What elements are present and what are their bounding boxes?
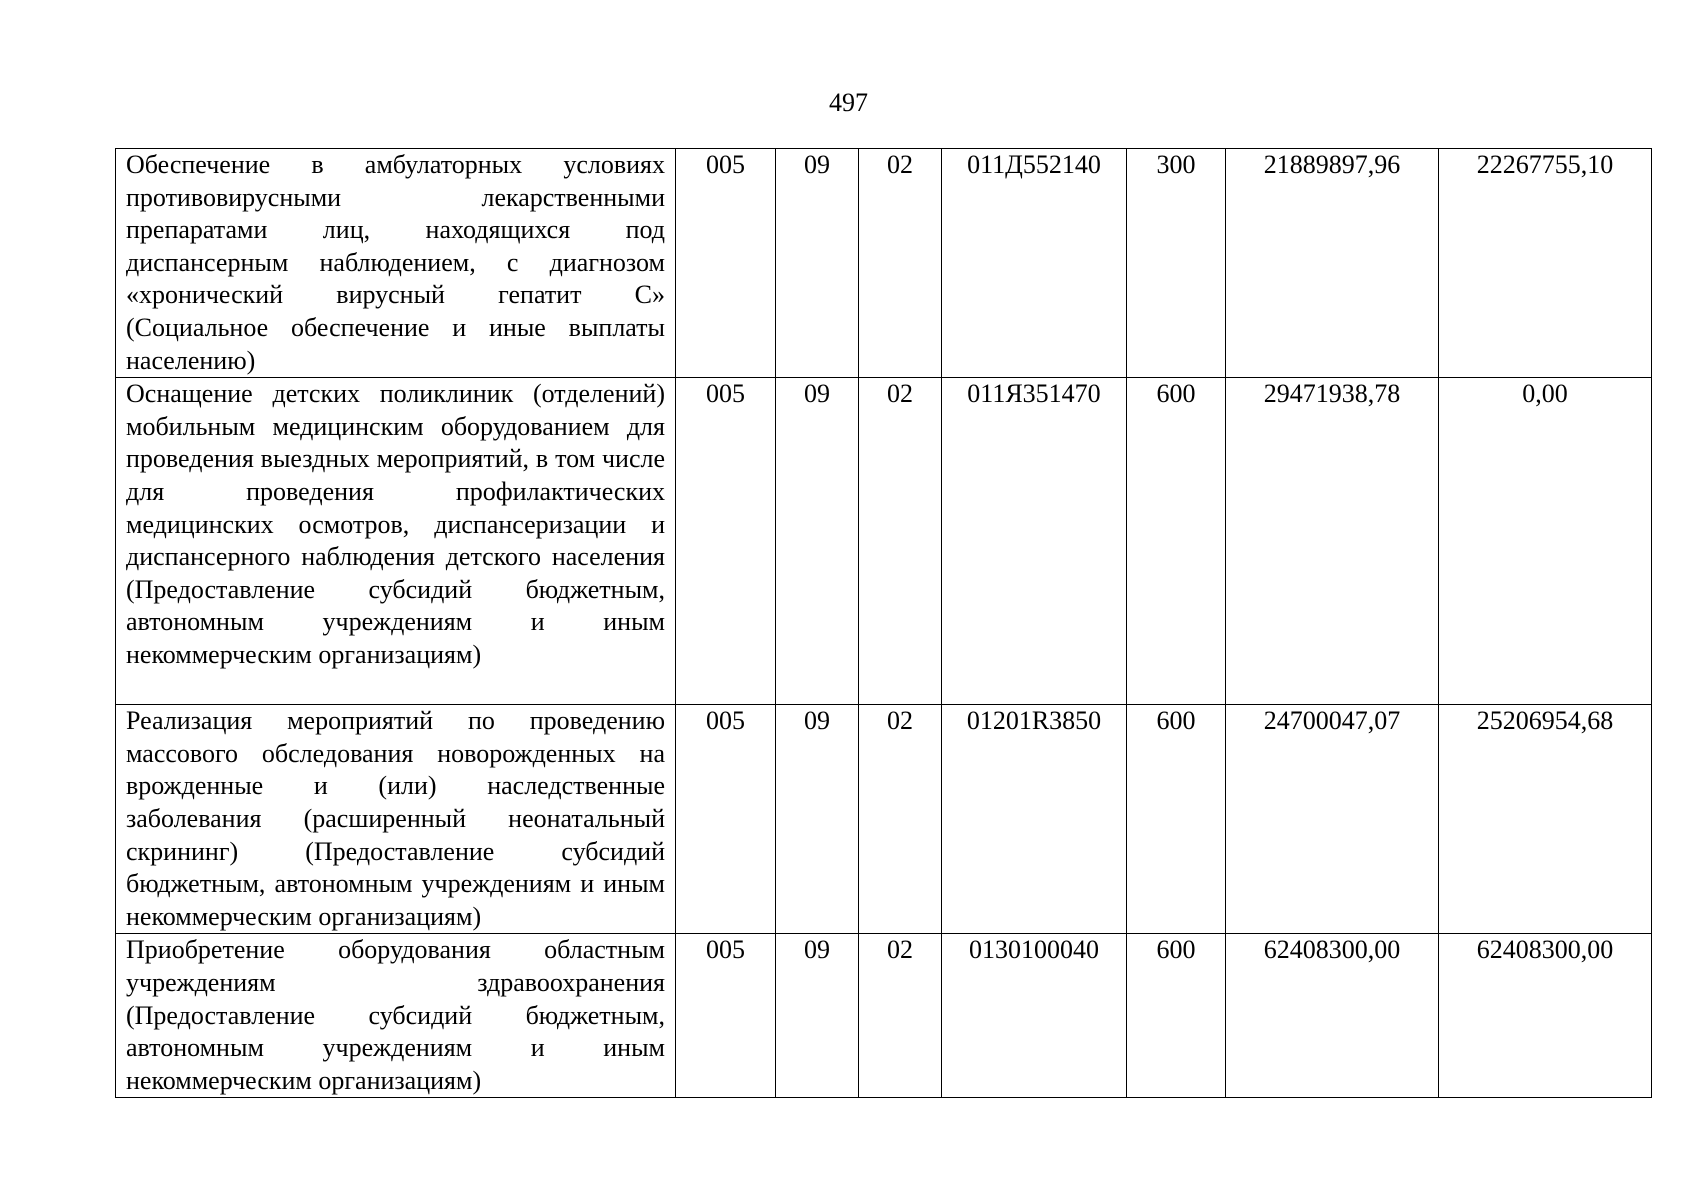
row-description: Реализация мероприятий по проведению массового обследования новорожденных на врожденные и (или) наследственные заболевания (расширенный неонатальный скрининг) (Предоставление субсидий бюджетным, автономным учреждениям и иным некоммерческим организациям) xyxy=(116,705,676,934)
amount-year-2: 62408300,00 xyxy=(1439,934,1652,1098)
section-code: 09 xyxy=(776,378,859,705)
target-article-code: 011Я351470 xyxy=(942,378,1127,705)
target-article-code: 01201R3850 xyxy=(942,705,1127,934)
amount-year-2: 22267755,10 xyxy=(1439,149,1652,378)
table-row xyxy=(116,934,1652,1098)
row-description: Оснащение детских поликлиник (отделений) мобильным медицинским оборудованием для проведения выездных мероприятий, в том числе для проведения профилактических медицинских осмотров, диспансеризации и диспансерного наблюдения детского населения (Предоставление субсидий бюджетным, автономным учреждениям и иным некоммерческим организациям) xyxy=(116,378,676,705)
page-number: 497 xyxy=(829,88,868,117)
row-description: Обеспечение в амбулаторных условиях противовирусными лекарственными препаратами лиц, находящихся под диспансерным наблюдением, с диагнозом «хронический вирусный гепатит С» (Социальное обеспечение и иные выплаты населению) xyxy=(116,149,676,378)
amount-year-1: 29471938,78 xyxy=(1226,378,1439,705)
expense-type-code: 600 xyxy=(1127,934,1226,1098)
subsection-code: 02 xyxy=(859,934,942,1098)
table-row xyxy=(116,378,1652,705)
amount-year-1: 62408300,00 xyxy=(1226,934,1439,1098)
table-row xyxy=(116,149,1652,378)
amount-year-1: 24700047,07 xyxy=(1226,705,1439,934)
budget-table xyxy=(115,148,1652,1098)
row-description: Приобретение оборудования областным учреждениям здравоохранения (Предоставление субсидий бюджетным, автономным учреждениям и иным некоммерческим организациям) xyxy=(116,934,676,1098)
section-code: 09 xyxy=(776,149,859,378)
target-article-code: 0130100040 xyxy=(942,934,1127,1098)
amount-year-2: 0,00 xyxy=(1439,378,1652,705)
expense-type-code: 600 xyxy=(1127,378,1226,705)
subsection-code: 02 xyxy=(859,378,942,705)
amount-year-2: 25206954,68 xyxy=(1439,705,1652,934)
ministry-code: 005 xyxy=(676,149,776,378)
section-code: 09 xyxy=(776,934,859,1098)
ministry-code: 005 xyxy=(676,934,776,1098)
amount-year-1: 21889897,96 xyxy=(1226,149,1439,378)
table-row xyxy=(116,705,1652,934)
section-code: 09 xyxy=(776,705,859,934)
ministry-code: 005 xyxy=(676,705,776,934)
target-article-code: 011Д552140 xyxy=(942,149,1127,378)
subsection-code: 02 xyxy=(859,705,942,934)
subsection-code: 02 xyxy=(859,149,942,378)
ministry-code: 005 xyxy=(676,378,776,705)
expense-type-code: 300 xyxy=(1127,149,1226,378)
expense-type-code: 600 xyxy=(1127,705,1226,934)
